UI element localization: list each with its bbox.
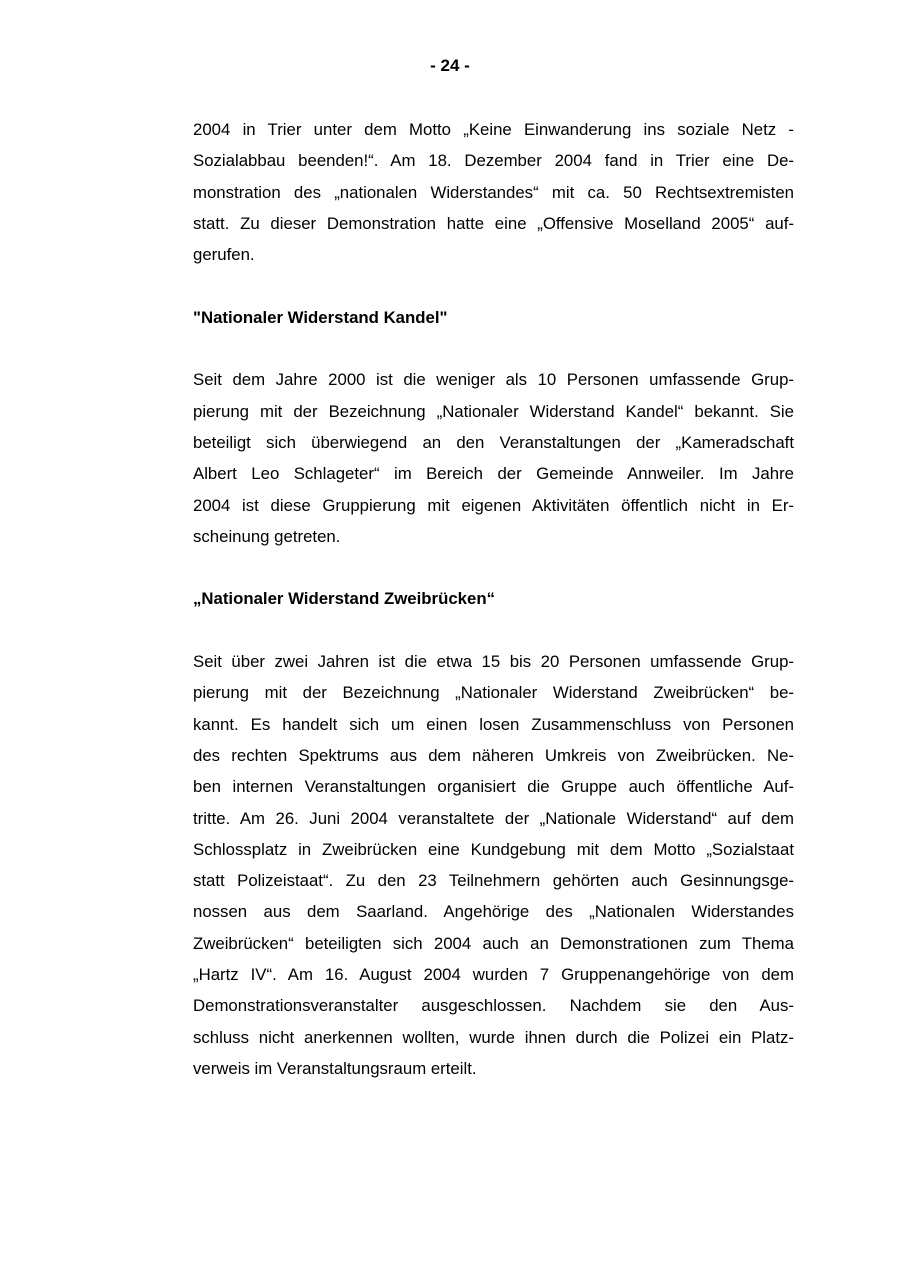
text-line: scheinung getreten. [193, 526, 341, 546]
text-line: Demonstrationsveranstalter ausgeschlossen. Nachdem sie den Aus- [193, 996, 794, 1016]
text-line: tritte. Am 26. Juni 2004 veranstaltete der „Nationale Widerstand“ auf dem [193, 808, 794, 828]
text-line: Albert Leo Schlageter“ im Bereich der Gemeinde Annweiler. Im Jahre [193, 464, 794, 484]
text-line: „Hartz IV“. Am 16. August 2004 wurden 7 Gruppenangehörige von dem [193, 965, 794, 985]
text-line: pierung mit der Bezeichnung „Nationaler Widerstand Kandel“ bekannt. Sie [193, 401, 794, 421]
text-line: pierung mit der Bezeichnung „Nationaler Widerstand Zweibrücken“ be- [193, 683, 794, 703]
text-line: monstration des „nationalen Widerstandes“ mit ca. 50 Rechtsextremisten [193, 182, 794, 202]
text-line: ben internen Veranstaltungen organisiert die Gruppe auch öffentliche Auf- [193, 777, 794, 797]
paragraph-trier [193, 114, 794, 270]
paragraph-kandel [193, 364, 794, 552]
text-line: 2004 ist diese Gruppierung mit eigenen Aktivitäten öffentlich nicht in Er- [193, 495, 794, 515]
text-line: gerufen. [193, 245, 255, 265]
text-line: verweis im Veranstaltungsraum erteilt. [193, 1058, 477, 1078]
paragraph-spacer [193, 270, 794, 301]
page-content [193, 114, 794, 1084]
text-line: Seit dem Jahre 2000 ist die weniger als 10 Personen umfassende Grup- [193, 370, 794, 390]
section-heading-kandel: "Nationaler Widerstand Kandel" [193, 307, 448, 327]
text-line: statt Polizeistaat“. Zu den 23 Teilnehmern gehörten auch Gesinnungsge- [193, 871, 794, 891]
text-line: beteiligt sich überwiegend an den Veranstaltungen der „Kameradschaft [193, 432, 794, 452]
paragraph-spacer [193, 333, 794, 364]
text-line: kannt. Es handelt sich um einen losen Zusammenschluss von Personen [193, 714, 794, 734]
text-line: nossen aus dem Saarland. Angehörige des „Nationalen Widerstandes [193, 902, 794, 922]
paragraph-zweibruecken [193, 646, 794, 1084]
paragraph-spacer [193, 615, 794, 646]
section-heading-zweibruecken: „Nationaler Widerstand Zweibrücken“ [193, 589, 495, 609]
page-number: - 24 - [430, 56, 470, 75]
text-line: Seit über zwei Jahren ist die etwa 15 bis 20 Personen umfassende Grup- [193, 652, 794, 672]
text-line: Schlossplatz in Zweibrücken eine Kundgebung mit dem Motto „Sozialstaat [193, 839, 794, 859]
paragraph-spacer [193, 552, 794, 583]
text-line: 2004 in Trier unter dem Motto „Keine Einwanderung ins soziale Netz - [193, 120, 794, 139]
text-line: statt. Zu dieser Demonstration hatte eine „Offensive Moselland 2005“ auf- [193, 213, 794, 233]
text-line: Sozialabbau beenden!“. Am 18. Dezember 2004 fand in Trier eine De- [193, 151, 794, 171]
text-line: des rechten Spektrums aus dem näheren Umkreis von Zweibrücken. Ne- [193, 745, 794, 765]
text-line: Zweibrücken“ beteiligten sich 2004 auch an Demonstrationen zum Thema [193, 933, 794, 953]
text-line: schluss nicht anerkennen wollten, wurde ihnen durch die Polizei ein Platz- [193, 1027, 794, 1047]
